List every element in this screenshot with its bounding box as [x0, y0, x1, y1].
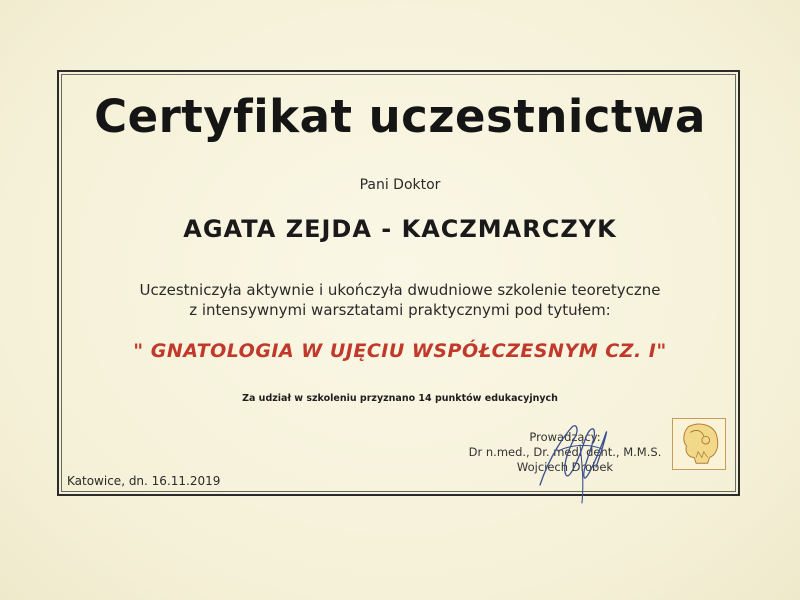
- salutation: Pani Doktor: [359, 177, 441, 193]
- signature-icon: [510, 415, 630, 505]
- description-line-1: Uczestniczyła aktywnie i ukończyła dwudniowe szkolenie teoretyczne: [139, 281, 661, 299]
- description-line-2: z intensywnymi warsztatami praktycznymi pod tytułem:: [189, 301, 611, 319]
- description: [0, 280, 800, 320]
- course-title: " GNATOLOGIA W UJĘCIU WSPÓŁCZESNYM CZ. I": [133, 340, 667, 362]
- recipient-name: AGATA ZEJDA - KACZMARCZYK: [183, 215, 617, 243]
- lecturer-titles: Dr n.med., Dr. med. dent., M.M.S.: [468, 445, 662, 459]
- lecturer-label: Prowadzący:: [529, 430, 601, 444]
- skull-profile-icon: [672, 418, 726, 470]
- lecturer-name: Wojciech Drobek: [516, 460, 614, 474]
- certificate-title: Certyfikat uczestnictwa: [94, 90, 706, 143]
- points-note: Za udział w szkoleniu przyznano 14 punktów edukacyjnych: [242, 393, 558, 404]
- place-date: Katowice, dn. 16.11.2019: [67, 474, 221, 488]
